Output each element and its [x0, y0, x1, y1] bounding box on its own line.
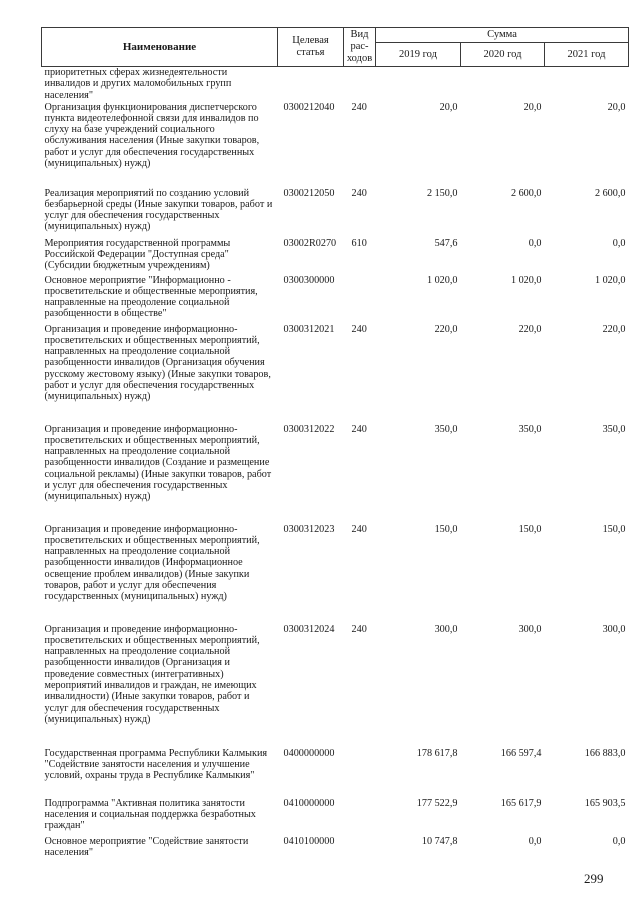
- row-2019: 220,0: [434, 323, 458, 335]
- row-code: 0400000000: [283, 747, 335, 759]
- row-2021: 166 883,0: [584, 747, 626, 759]
- row-2021: 165 903,5: [584, 797, 626, 809]
- row-code: 0410000000: [283, 797, 335, 809]
- row-2020: 166 597,4: [500, 747, 542, 759]
- row-kind: 240: [351, 323, 367, 335]
- row-kind: [344, 798, 376, 836]
- table-row: [42, 324, 629, 424]
- row-kind: 240: [351, 523, 367, 535]
- row-2019: 150,0: [434, 523, 458, 535]
- row-2021: 350,0: [602, 423, 626, 435]
- row-2019: 10 747,8: [421, 835, 458, 847]
- table-row: [42, 67, 629, 102]
- row-2020: 220,0: [518, 323, 542, 335]
- table-row: [42, 624, 629, 748]
- row-name: Реализация мероприятий по созданию условий безбарьерной среды (Иные закупки товаров, работ и услуг для обеспечения государственных (муниципальных) нужд): [44, 187, 273, 233]
- table-row: [42, 748, 629, 798]
- row-name: Организация и проведение информационно-просветительских и общественных мероприятий, направленных на преодоление социальной разобщенности инвалидов (Создание и размещение социальной рекламы) (Иные закупки товаров, работ и услуг для обеспечения государственных (муниципальных) нужд): [44, 423, 272, 503]
- column-header-sum: Сумма: [376, 28, 629, 43]
- row-kind: [344, 836, 376, 862]
- row-code: 0300312021: [283, 323, 335, 335]
- row-2020: 150,0: [518, 523, 542, 535]
- table-row: [42, 238, 629, 275]
- row-kind: [344, 275, 376, 324]
- table-row: [42, 275, 629, 324]
- table-row: [42, 102, 629, 188]
- column-header-name: Наименование: [42, 28, 278, 67]
- row-code: 0410100000: [283, 835, 335, 847]
- column-header-target-article: Целевая статья: [278, 28, 344, 67]
- row-2021: 220,0: [602, 323, 626, 335]
- row-code: 03002R0270: [283, 237, 337, 249]
- row-name: Государственная программа Республики Калмыкия "Содействие занятости населения и улучшение условий, охраны труда в Республике Калмыкия": [44, 747, 268, 782]
- row-kind: 240: [351, 101, 367, 113]
- table-row: [42, 836, 629, 862]
- row-2020: 350,0: [518, 423, 542, 435]
- row-code: 0300212040: [283, 101, 335, 113]
- row-2021: 2 600,0: [594, 187, 626, 199]
- row-2019: 350,0: [434, 423, 458, 435]
- row-2021: [545, 67, 629, 102]
- row-code: 0300312023: [283, 523, 335, 535]
- row-name: Организация функционирования диспетчерского пункта видеотелефонной связи для инвалидов по слуху на базе учреждений социального обслуживания населения (Иные закупки товаров, работ и услуг для обеспечения государственных (муниципальных) нужд): [44, 101, 260, 169]
- row-kind: 240: [351, 623, 367, 635]
- row-code: [278, 67, 344, 102]
- column-header-2021: 2021 год: [545, 43, 629, 67]
- row-name: Подпрограмма "Активная политика занятости населения и социальная поддержка безработных граждан": [44, 797, 256, 832]
- row-2021: 0,0: [612, 237, 626, 249]
- row-2019: 547,6: [434, 237, 458, 249]
- row-name: Организация и проведение информационно-просветительских и общественных мероприятий, направленных на преодоление социальной разобщенности инвалидов (Организация обучения русскому жестовому языку) (Иные закупки товаров, работ и услуг для обеспечения государственных (муниципальных) нужд): [44, 323, 271, 403]
- table-row: [42, 524, 629, 624]
- column-header-2020: 2020 год: [461, 43, 545, 67]
- table-header: [42, 28, 629, 67]
- row-name: Мероприятия государственной программы Российской Федерации "Доступная среда" (Субсидии бюджетным учреждениям): [44, 237, 231, 272]
- table-row: [42, 188, 629, 238]
- row-2020: 300,0: [518, 623, 542, 635]
- row-kind: [344, 67, 376, 102]
- row-2019: 20,0: [439, 101, 458, 113]
- budget-table: [41, 27, 629, 862]
- row-name: Основное мероприятие "Содействие занятости населения": [44, 835, 249, 858]
- row-2021: 1 020,0: [594, 274, 626, 286]
- table-body: [42, 67, 629, 862]
- row-2019: 177 522,9: [416, 797, 458, 809]
- row-2020: 2 600,0: [510, 187, 542, 199]
- row-code: 0300212050: [283, 187, 335, 199]
- row-2019: 178 617,8: [416, 747, 458, 759]
- row-kind: 240: [351, 187, 367, 199]
- row-2019: 300,0: [434, 623, 458, 635]
- row-kind: 240: [351, 423, 367, 435]
- row-name: Организация и проведение информационно-просветительских и общественных мероприятий, направленных на преодоление социальной разобщенности инвалидов (Организация и проведение совместных (интегративных) мероприятий инвалидов и граждан, не имеющих инвалидности) (Иные закупки товаров, работ и услуг для обеспечения государственных (муниципальных) нужд): [44, 623, 260, 725]
- row-code: 0300312024: [283, 623, 335, 635]
- row-name: Основное мероприятие "Информационно - просветительские и общественные мероприятия, направленные на преодоление социальной разобщенности в обществе": [44, 274, 258, 320]
- row-code: 0300312022: [283, 423, 335, 435]
- column-header-expense-kind: Вид рас-ходов: [344, 28, 376, 67]
- row-2019: 1 020,0: [426, 274, 458, 286]
- table-row: [42, 424, 629, 524]
- row-name: Организация и проведение информационно-просветительских и общественных мероприятий, направленных на преодоление социальной разобщенности инвалидов (Информационное освещение проблем инвалидов) (Иные закупки товаров, работ и услуг для обеспечения государственных (муниципальных) нужд): [44, 523, 260, 603]
- row-2020: 1 020,0: [510, 274, 542, 286]
- row-2020: 0,0: [528, 835, 542, 847]
- row-2020: 0,0: [528, 237, 542, 249]
- row-2021: 300,0: [602, 623, 626, 635]
- row-code: 0300300000: [283, 274, 335, 286]
- row-2020: [461, 67, 545, 102]
- row-2019: [376, 67, 461, 102]
- row-2021: 20,0: [607, 101, 626, 113]
- column-header-2019: 2019 год: [376, 43, 461, 67]
- row-2020: 165 617,9: [500, 797, 542, 809]
- row-kind: 610: [351, 237, 367, 249]
- row-2021: 0,0: [612, 835, 626, 847]
- row-2020: 20,0: [523, 101, 542, 113]
- page-number: 299: [584, 871, 604, 886]
- row-2019: 2 150,0: [426, 187, 458, 199]
- row-name: приоритетных сферах жизнедеятельности инвалидов и других маломобильных групп населения": [44, 67, 232, 101]
- row-2021: 150,0: [602, 523, 626, 535]
- row-kind: [344, 748, 376, 798]
- table-row: [42, 798, 629, 836]
